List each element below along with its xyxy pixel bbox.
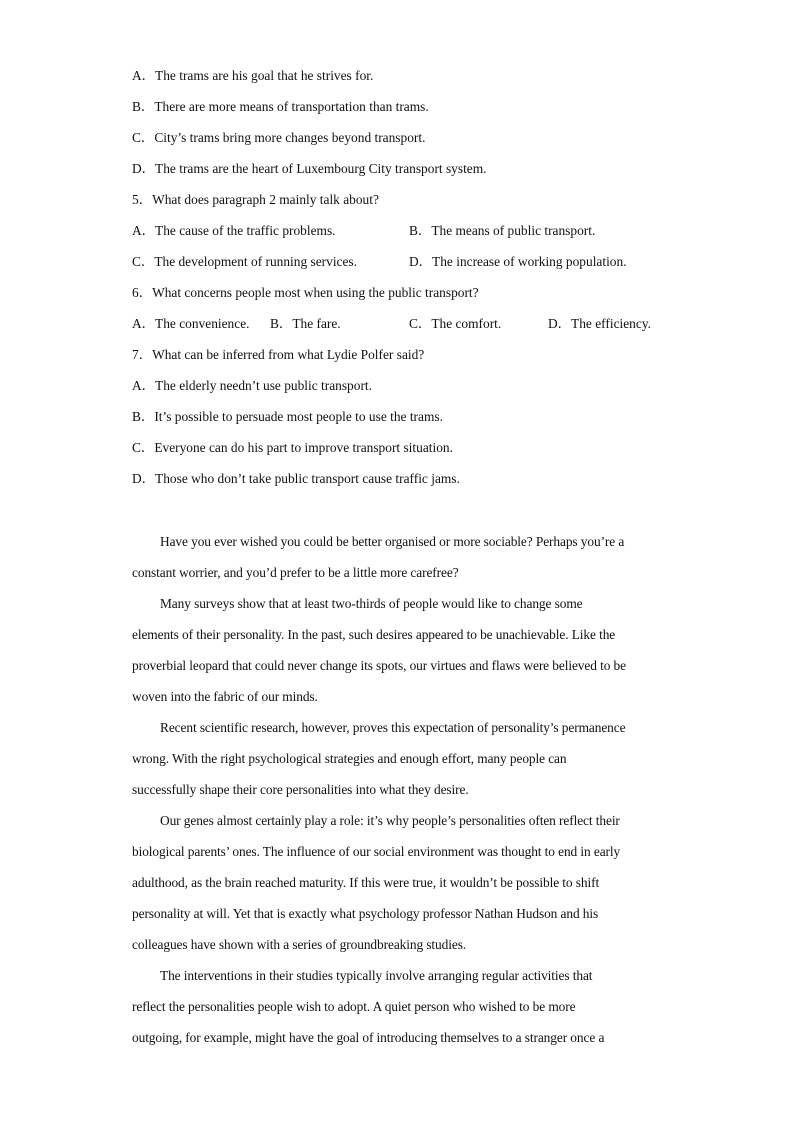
passage-line: wrong. With the right psychological strategies and enough effort, many people can bbox=[132, 751, 567, 766]
q5-option-a: A．The cause of the traffic problems. bbox=[132, 223, 336, 238]
passage-line: outgoing, for example, might have the goal of introducing themselves to a stranger once a bbox=[132, 1030, 605, 1045]
q6-option-d: D．The efficiency. bbox=[548, 316, 651, 331]
q7-option-a: A．The elderly needn’t use public transport. bbox=[132, 378, 372, 393]
q4-option-d: D．The trams are the heart of Luxembourg City transport system. bbox=[132, 161, 487, 176]
passage-line: proverbial leopard that could never change its spots, our virtues and flaws were believed to be bbox=[132, 658, 626, 673]
document-page bbox=[132, 62, 662, 1055]
passage-line: constant worrier, and you’d prefer to be a little more carefree? bbox=[132, 565, 459, 580]
passage-line: reflect the personalities people wish to adopt. A quiet person who wished to be more bbox=[132, 999, 576, 1014]
q4-option-a: A．The trams are his goal that he strives for. bbox=[132, 68, 374, 83]
passage-line: adulthood, as the brain reached maturity. If this were true, it wouldn’t be possible to shift bbox=[132, 875, 600, 890]
q7-stem: 7．What can be inferred from what Lydie Polfer said? bbox=[132, 347, 425, 362]
q6-option-b: B．The fare. bbox=[270, 316, 341, 331]
q7-option-c: C．Everyone can do his part to improve transport situation. bbox=[132, 440, 453, 455]
passage-line: Our genes almost certainly play a role: it’s why people’s personalities often reflect their bbox=[160, 813, 620, 828]
passage-line: biological parents’ ones. The influence of our social environment was thought to end in early bbox=[132, 844, 621, 859]
passage-line: personality at will. Yet that is exactly what psychology professor Nathan Hudson and his bbox=[132, 906, 599, 921]
q5-option-b: B．The means of public transport. bbox=[409, 223, 596, 238]
q5-option-c: C．The development of running services. bbox=[132, 254, 357, 269]
passage-line: colleagues have shown with a series of groundbreaking studies. bbox=[132, 937, 467, 952]
q5-options-row-1 bbox=[132, 217, 662, 248]
passage-line: woven into the fabric of our minds. bbox=[132, 689, 318, 704]
q5-options-row-2 bbox=[132, 248, 662, 279]
passage-line: Have you ever wished you could be better organised or more sociable? Perhaps you’re a bbox=[160, 534, 625, 549]
passage-line: elements of their personality. In the past, such desires appeared to be unachievable. Like the bbox=[132, 627, 616, 642]
q6-option-a: A．The convenience. bbox=[132, 316, 250, 331]
reading-passage bbox=[132, 528, 662, 1055]
passage-line: successfully shape their core personalities into what they desire. bbox=[132, 782, 469, 797]
passage-line: Recent scientific research, however, proves this expectation of personality’s permanence bbox=[160, 720, 626, 735]
q7-option-d: D．Those who don’t take public transport cause traffic jams. bbox=[132, 471, 460, 486]
q4-option-b: B．There are more means of transportation than trams. bbox=[132, 99, 429, 114]
q6-option-c: C．The comfort. bbox=[409, 316, 502, 331]
passage-line: Many surveys show that at least two-thirds of people would like to change some bbox=[160, 596, 583, 611]
passage-line: The interventions in their studies typically involve arranging regular activities that bbox=[160, 968, 593, 983]
q6-stem: 6．What concerns people most when using the public transport? bbox=[132, 285, 479, 300]
q4-option-c: C．City’s trams bring more changes beyond transport. bbox=[132, 130, 426, 145]
q6-options-row bbox=[132, 310, 662, 341]
section-gap bbox=[132, 496, 662, 528]
q5-stem: 5．What does paragraph 2 mainly talk about? bbox=[132, 192, 379, 207]
q7-option-b: B．It’s possible to persuade most people to use the trams. bbox=[132, 409, 443, 424]
q5-option-d: D．The increase of working population. bbox=[409, 254, 627, 269]
